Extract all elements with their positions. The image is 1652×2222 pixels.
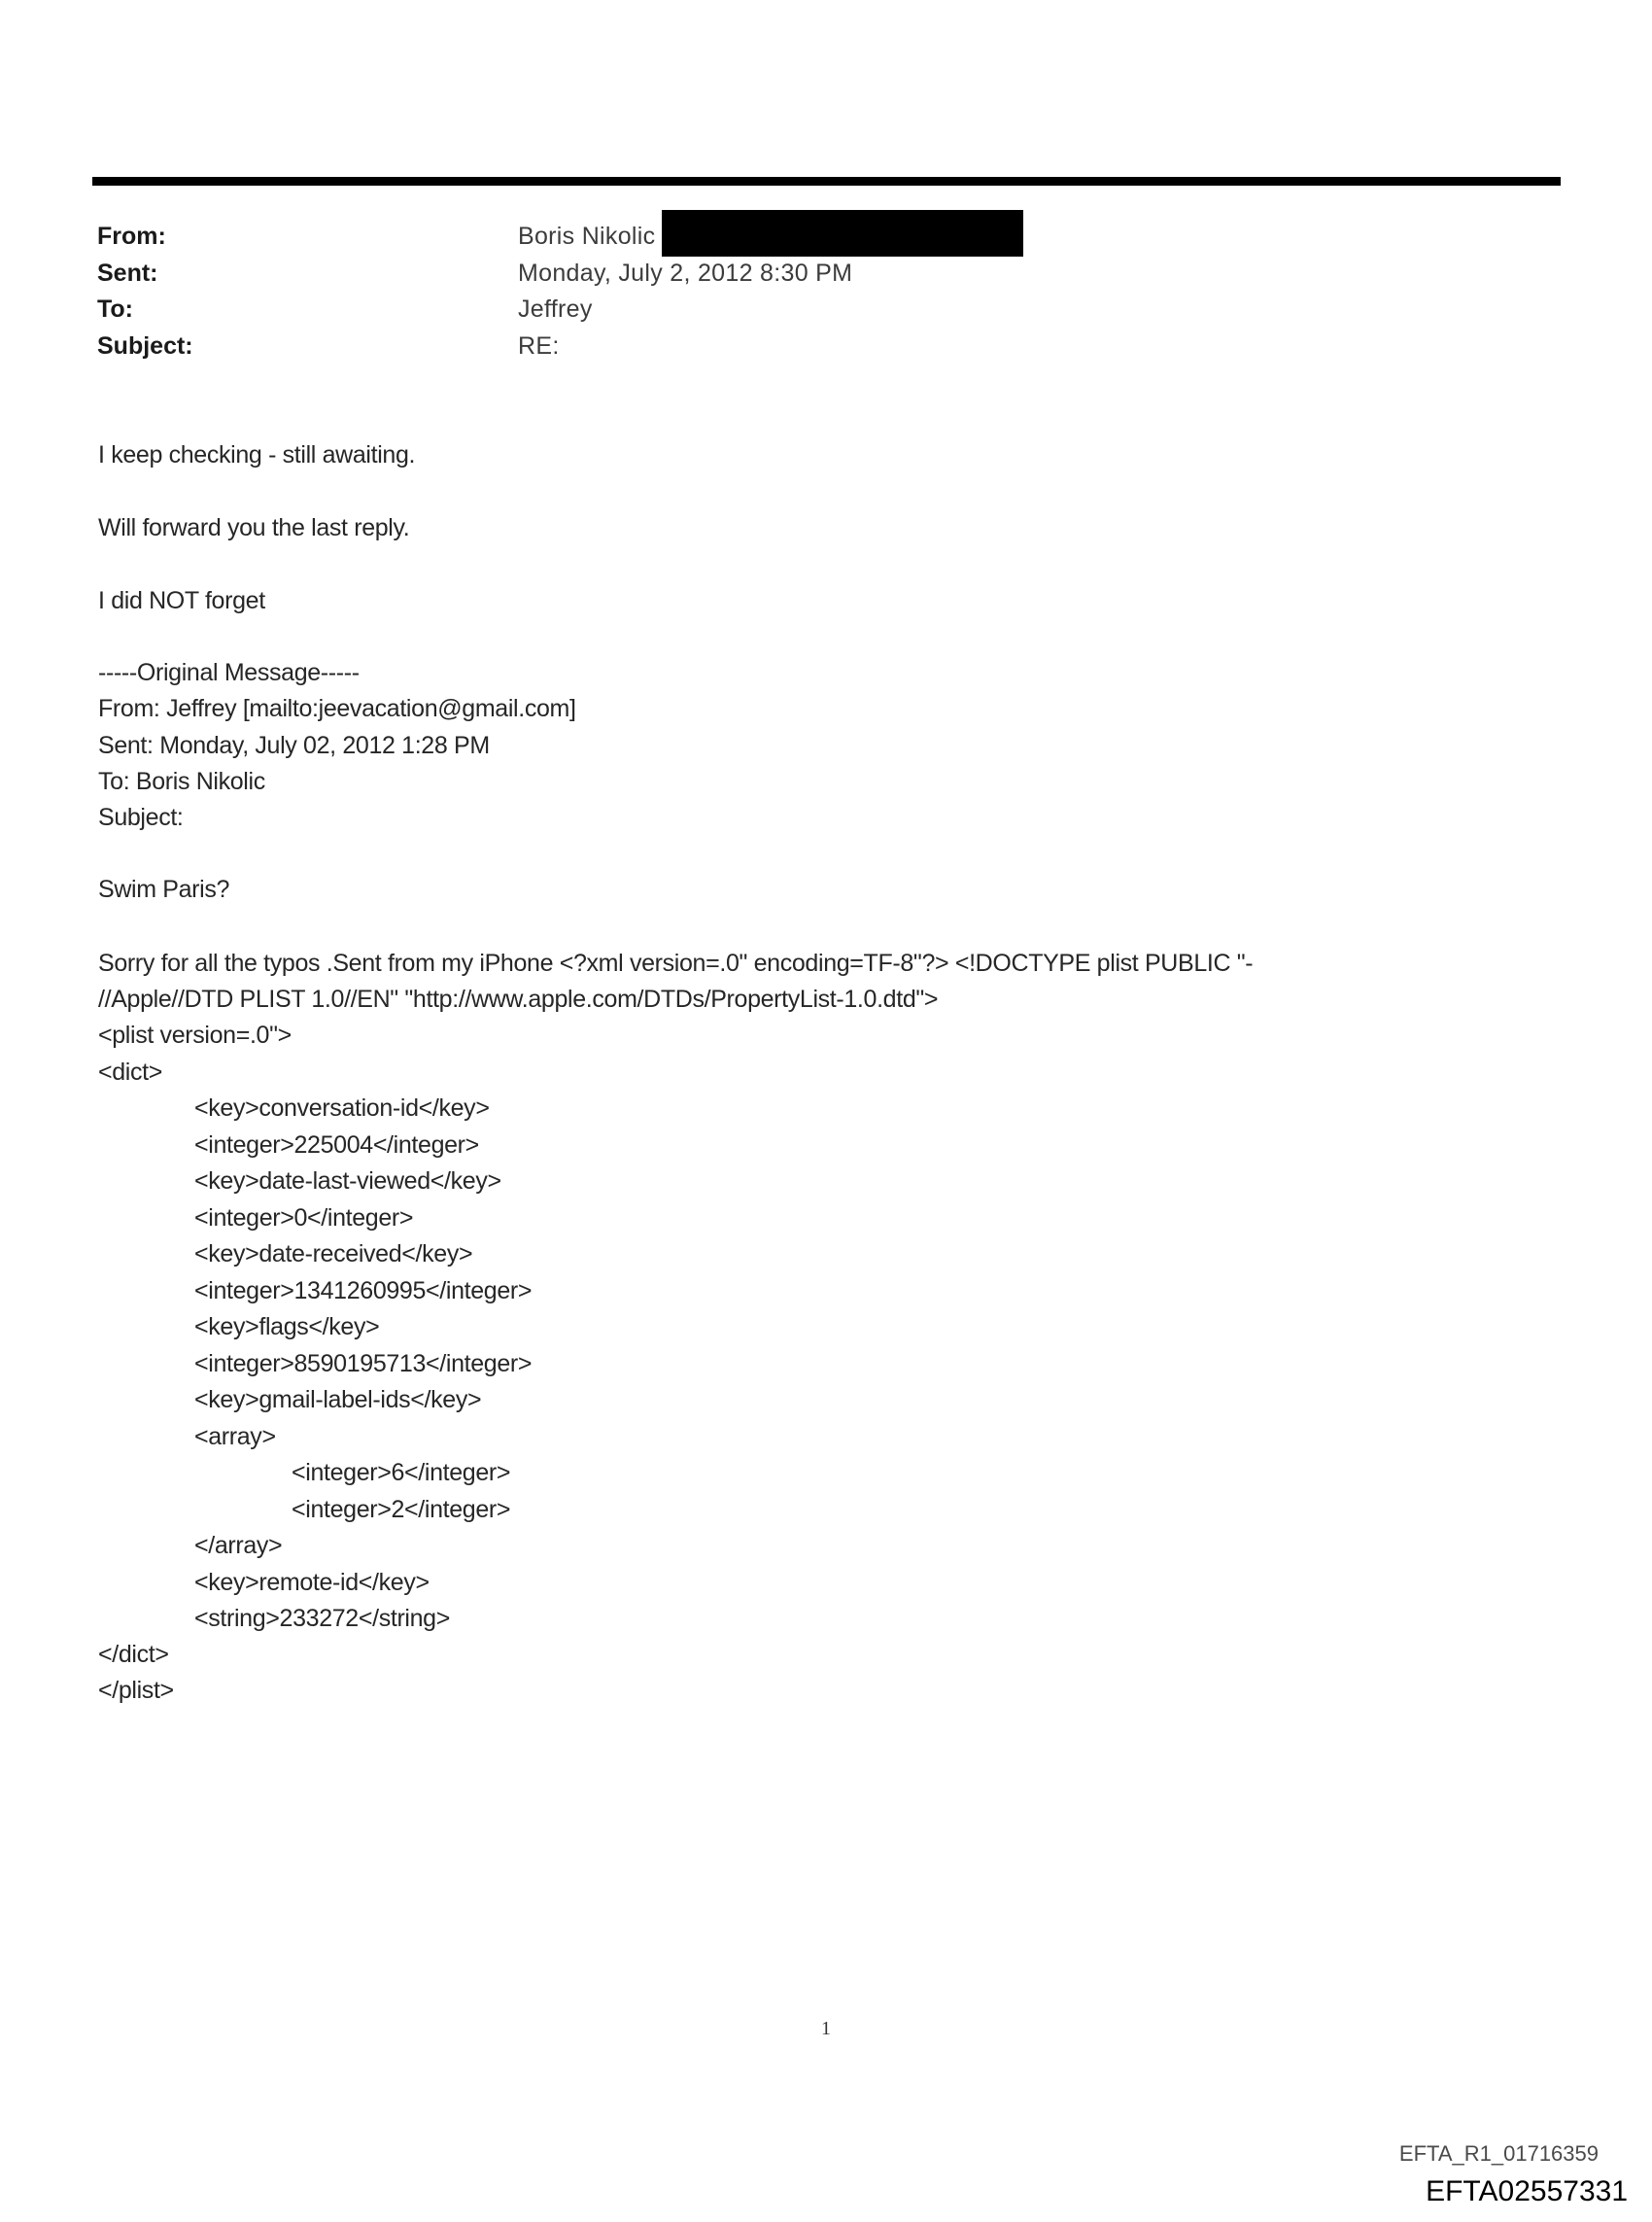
array-item: <integer>6</integer> [292,1459,511,1486]
signature-line: //Apple//DTD PLIST 1.0//EN" "http://www.apple.com/DTDs/PropertyList-1.0.dtd"> [98,986,939,1013]
plist-close: </plist> [98,1677,174,1704]
plist-entry: <integer>225004</integer> [194,1131,479,1159]
from-label: From: [97,223,166,250]
plist-open: <plist version=.0"> [98,1022,292,1049]
from-value: Boris Nikolic [518,223,656,250]
body-line: I keep checking - still awaiting. [98,441,416,469]
to-value: Jeffrey [518,295,593,323]
array-item: <integer>2</integer> [292,1496,511,1523]
original-to: To: Boris Nikolic [98,768,265,795]
plist-entry: <key>conversation-id</key> [194,1094,490,1122]
sent-label: Sent: [97,260,158,287]
plist-entry: <array> [194,1423,276,1450]
page-number: 1 [821,2018,831,2039]
dict-open: <dict> [98,1059,163,1086]
header-rule [92,177,1561,186]
redaction-box [662,210,1023,257]
plist-entry: <key>flags</key> [194,1313,380,1340]
original-sent: Sent: Monday, July 02, 2012 1:28 PM [98,732,490,759]
original-text: Swim Paris? [98,876,230,903]
body-line: Will forward you the last reply. [98,514,410,541]
plist-entry: <integer>0</integer> [194,1204,414,1232]
plist-entry: <string>233272</string> [194,1605,450,1632]
original-from: From: Jeffrey [mailto:jeevacation@gmail.com] [98,695,576,722]
bates-number: EFTA02557331 [1426,2175,1628,2207]
to-label: To: [97,295,134,323]
original-subject: Subject: [98,804,184,831]
plist-entry: <key>date-received</key> [194,1240,473,1267]
body-line: I did NOT forget [98,587,265,614]
plist-entry: <key>date-last-viewed</key> [194,1167,501,1195]
subject-value: RE: [518,332,560,360]
original-message-separator: -----Original Message----- [98,659,360,686]
plist-entry: <integer>1341260995</integer> [194,1277,533,1304]
plist-entry: <key>remote-id</key> [194,1569,430,1596]
plist-entry: <integer>8590195713</integer> [194,1350,533,1377]
dict-close: </dict> [98,1641,169,1668]
plist-entry: <key>gmail-label-ids</key> [194,1386,482,1413]
subject-label: Subject: [97,332,193,360]
sent-value: Monday, July 2, 2012 8:30 PM [518,260,853,287]
bates-number-r1: EFTA_R1_01716359 [1398,2141,1599,2166]
signature-line: Sorry for all the typos .Sent from my iPhone <?xml version=.0" encoding=TF-8"?> <!DOCTYPE plist PUBLIC "- [98,950,1254,977]
plist-entry: </array> [194,1532,283,1559]
